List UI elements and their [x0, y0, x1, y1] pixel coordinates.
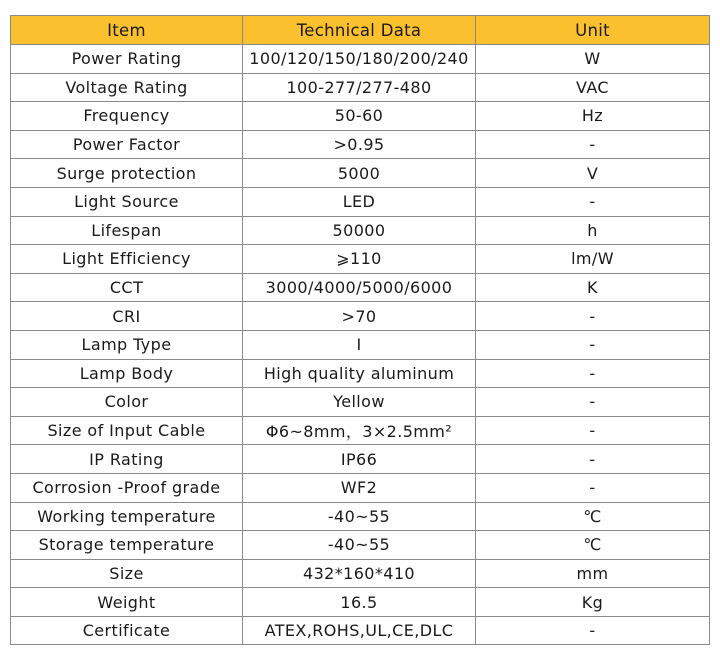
- cell-technical-data: ATEX,ROHS,UL,CE,DLC: [243, 616, 476, 645]
- table-row: [11, 445, 710, 474]
- cell-item: Color: [11, 388, 243, 417]
- table-row: [11, 187, 710, 216]
- table-row: [11, 330, 710, 359]
- cell-technical-data: >70: [243, 302, 476, 331]
- table-row: [11, 416, 710, 445]
- cell-technical-data: 432*160*410: [243, 559, 476, 588]
- table-row: [11, 559, 710, 588]
- cell-item: Storage temperature: [11, 531, 243, 560]
- cell-technical-data: >0.95: [243, 130, 476, 159]
- table-row: [11, 388, 710, 417]
- cell-item: Power Rating: [11, 45, 243, 74]
- cell-unit: -: [476, 130, 710, 159]
- cell-technical-data: ⩾110: [243, 245, 476, 274]
- cell-unit: lm/W: [476, 245, 710, 274]
- cell-item: Light Source: [11, 187, 243, 216]
- cell-item: Size: [11, 559, 243, 588]
- cell-technical-data: LED: [243, 187, 476, 216]
- table-row: [11, 159, 710, 188]
- cell-item: IP Rating: [11, 445, 243, 474]
- table-row: [11, 502, 710, 531]
- cell-item: Corrosion -Proof grade: [11, 473, 243, 502]
- cell-unit: -: [476, 187, 710, 216]
- cell-technical-data: 50-60: [243, 102, 476, 131]
- cell-item: Frequency: [11, 102, 243, 131]
- cell-item: CCT: [11, 273, 243, 302]
- cell-item: Light Efficiency: [11, 245, 243, 274]
- cell-item: Size of Input Cable: [11, 416, 243, 445]
- cell-unit: -: [476, 330, 710, 359]
- cell-unit: mm: [476, 559, 710, 588]
- table-row: [11, 73, 710, 102]
- table-row: [11, 473, 710, 502]
- cell-unit: -: [476, 473, 710, 502]
- cell-unit: ℃: [476, 502, 710, 531]
- cell-technical-data: WF2: [243, 473, 476, 502]
- cell-technical-data: 50000: [243, 216, 476, 245]
- cell-technical-data: 100/120/150/180/200/240: [243, 45, 476, 74]
- cell-item: CRI: [11, 302, 243, 331]
- cell-unit: K: [476, 273, 710, 302]
- table-row: [11, 273, 710, 302]
- cell-item: Certificate: [11, 616, 243, 645]
- table-row: [11, 45, 710, 74]
- cell-unit: Kg: [476, 588, 710, 617]
- cell-unit: V: [476, 159, 710, 188]
- cell-item: Lifespan: [11, 216, 243, 245]
- cell-unit: -: [476, 616, 710, 645]
- cell-unit: -: [476, 445, 710, 474]
- cell-item: Weight: [11, 588, 243, 617]
- header-technical-data: Technical Data: [243, 16, 476, 45]
- cell-unit: -: [476, 416, 710, 445]
- table-row: [11, 102, 710, 131]
- cell-technical-data: Φ6~8mm，3×2.5mm²: [243, 416, 476, 445]
- cell-technical-data: 16.5: [243, 588, 476, 617]
- table-row: [11, 588, 710, 617]
- cell-item: Lamp Body: [11, 359, 243, 388]
- table-row: [11, 130, 710, 159]
- cell-technical-data: High quality aluminum: [243, 359, 476, 388]
- cell-item: Lamp Type: [11, 330, 243, 359]
- cell-unit: ℃: [476, 531, 710, 560]
- cell-technical-data: -40~55: [243, 531, 476, 560]
- cell-technical-data: 100-277/277-480: [243, 73, 476, 102]
- cell-unit: VAC: [476, 73, 710, 102]
- cell-unit: h: [476, 216, 710, 245]
- cell-unit: -: [476, 388, 710, 417]
- cell-item: Working temperature: [11, 502, 243, 531]
- table-row: [11, 302, 710, 331]
- cell-technical-data: I: [243, 330, 476, 359]
- header-item: Item: [11, 16, 243, 45]
- table-row: [11, 245, 710, 274]
- cell-item: Voltage Rating: [11, 73, 243, 102]
- table-row: [11, 531, 710, 560]
- table-row: [11, 359, 710, 388]
- header-unit: Unit: [476, 16, 710, 45]
- cell-item: Power Factor: [11, 130, 243, 159]
- cell-unit: -: [476, 302, 710, 331]
- cell-technical-data: Yellow: [243, 388, 476, 417]
- header-row: [11, 16, 710, 45]
- cell-technical-data: 3000/4000/5000/6000: [243, 273, 476, 302]
- cell-technical-data: IP66: [243, 445, 476, 474]
- table-row: [11, 216, 710, 245]
- table-row: [11, 616, 710, 645]
- cell-technical-data: -40~55: [243, 502, 476, 531]
- cell-unit: W: [476, 45, 710, 74]
- cell-item: Surge protection: [11, 159, 243, 188]
- cell-unit: -: [476, 359, 710, 388]
- spec-table: [10, 15, 710, 645]
- cell-unit: Hz: [476, 102, 710, 131]
- cell-technical-data: 5000: [243, 159, 476, 188]
